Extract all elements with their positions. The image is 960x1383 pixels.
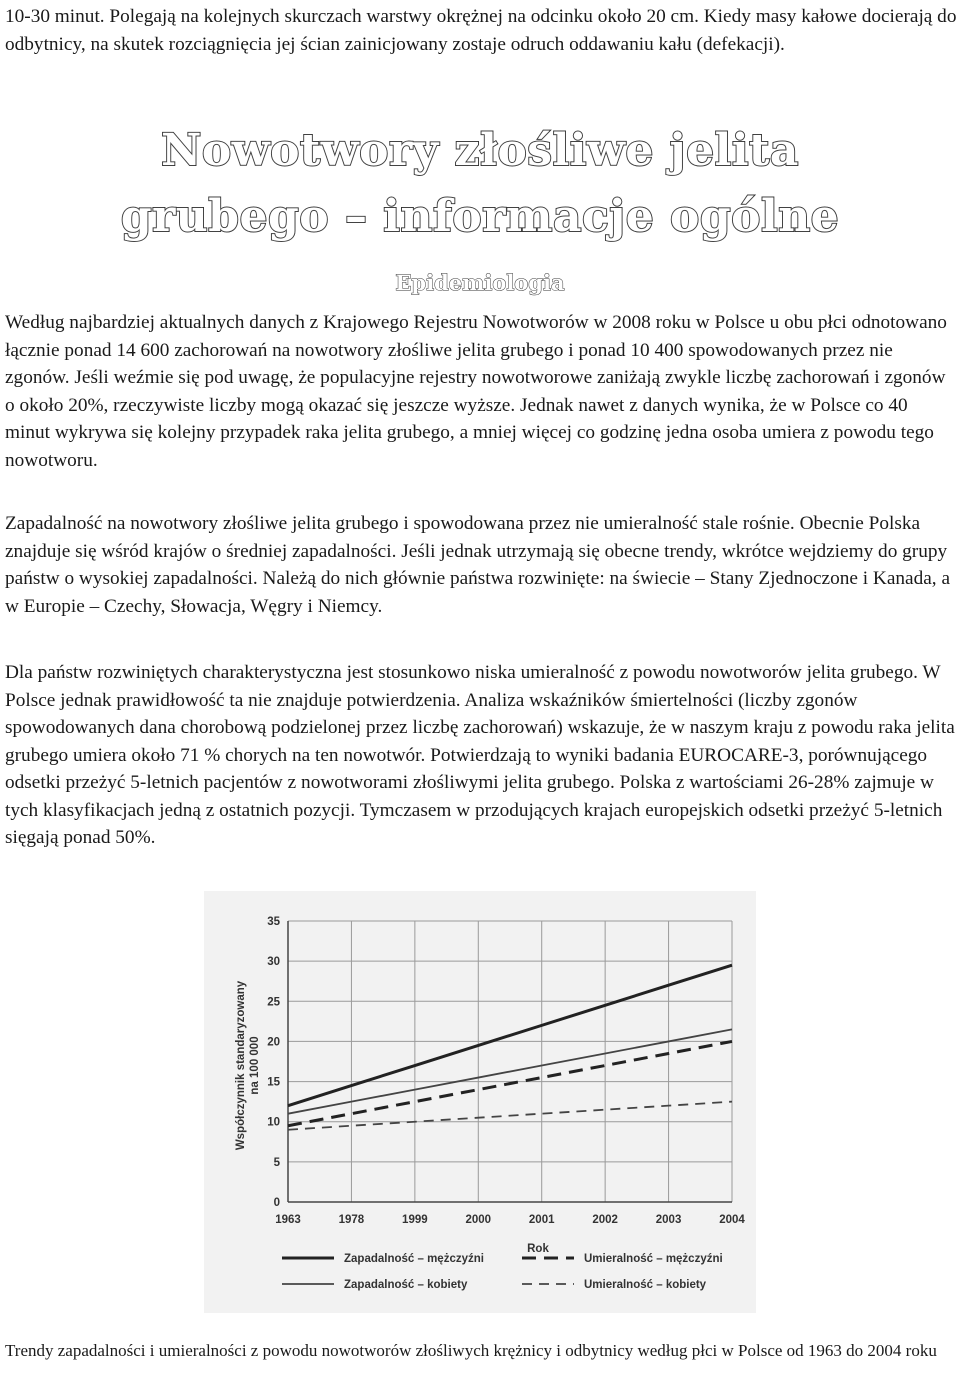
x-tick-label: 1978 [338,1214,365,1226]
y-tick-label: 0 [273,1197,280,1209]
y-tick-label: 35 [267,916,280,928]
section-heading-line-1: Nowotwory złośliwe jelita [161,125,799,176]
chart-caption: Trendy zapadalności i umieralności z powodu nowotworów złośliwych krężnicy i odbytnicy według płci w Polsce od 1963 do 2004 roku [5,1341,937,1360]
y-tick-label: 5 [273,1156,280,1169]
x-tick-label: 2004 [719,1214,745,1226]
x-tick-label: 2003 [655,1214,682,1226]
y-axis-label: Współczynnik standaryzowany na 100 000 [235,980,261,1151]
x-tick-label: 1999 [402,1214,428,1226]
body-paragraph: Dla państw rozwiniętych charakterystyczna jest stosunkowo niska umieralność z powodu nowotworów jelita grubego. W Polsce jednak prawidłowość ta nie znajduje potwierdzenia. Analiza wskaźników śmiertelności (liczby zgonów spowodowanych dana chorobową podzielonej przez liczbę zachorowań) wskazuje, że w naszym kraju z powodu raka jelita grubego umiera około 71 % chorych na ten nowotwór. Potwierdzają to wyniki badania EUROCARE-3, porównującego odsetki przeżyć 5-letnich pacjentów z nowotworami złośliwymi jelita grubego. Polska z wartościami 26-28% zajmuje w tych klasyfikacjach jedną z ostatnich pozycji. Tymczasem w przodujących krajach europejskich odsetki przeżyć 5-letnich sięgają ponad 50%. [5,662,955,848]
x-tick-label: 2000 [465,1214,492,1226]
intro-paragraph: 10-30 minut. Polegają na kolejnych skurczach warstwy okrężnej na odcinku około 20 cm. Kiedy masy kałowe docierają do odbytnicy, na skutek rozciągnięcia jej ścian zainicjowany zostaje odruch oddawaniu kału (defekacji). [5,6,957,55]
section-heading [0,118,960,250]
y-tick-label: 10 [267,1116,280,1129]
chart-background [204,891,756,1313]
trend-chart-figure [204,891,756,1313]
x-axis-label: Rok [527,1243,549,1255]
x-tick-label: 2002 [592,1214,618,1226]
trend-chart [204,891,756,1313]
legend-entry: Zapadalność – kobiety [344,1279,468,1291]
body-paragraph: Według najbardziej aktualnych danych z Krajowego Rejestru Nowotworów w 2008 roku w Polsce u obu płci odnotowano łącznie ponad 14 600 zachorowań na nowotwory złośliwe jelita grubego i ponad 10 400 spowodowanych przez nie zgonów. Jeśli weźmie się pod uwagę, że populacyjne rejestry nowotworowe zaniżają zwykle liczbę zachorowań i zgonów o około 20%, rzeczywiste liczby mogą okazać się jeszcze wyższe. Jednak nawet z danych wynika, że w Polsce co 40 minut wykrywa się kolejny przypadek raka jelita grubego, a mniej więcej co godzinę jedna osoba umiera z powodu tego nowotworu. [5,312,947,471]
legend-entry: Zapadalność – mężczyźni [344,1253,484,1265]
x-tick-label: 2001 [528,1214,555,1226]
body-paragraph: Zapadalność na nowotwory złośliwe jelita grubego i spowodowana przez nie umieralność stale rośnie. Obecnie Polska znajduje się wśród krajów o średniej zapadalności. Jeśli jednak utrzymają się obecne trendy, wkrótce wejdziemy do grupy państw o wysokiej zapadalności. Należą do nich głównie państwa rozwinięte: na świecie – Stany Zjednoczone i Kanada, a w Europie – Czechy, Słowacja, Węgry i Niemcy. [5,513,950,617]
legend-entry: Umieralność – mężczyźni [584,1253,723,1265]
subheading: Epidemiologia [395,270,565,295]
y-tick-label: 20 [267,1036,280,1049]
legend-entry: Umieralność – kobiety [584,1279,707,1291]
y-tick-label: 15 [267,1076,280,1089]
x-tick-label: 1963 [275,1214,301,1226]
section-heading-line-2: grubego – informacje ogólne [120,191,840,242]
y-tick-label: 30 [267,956,280,969]
y-tick-label: 25 [267,996,280,1009]
